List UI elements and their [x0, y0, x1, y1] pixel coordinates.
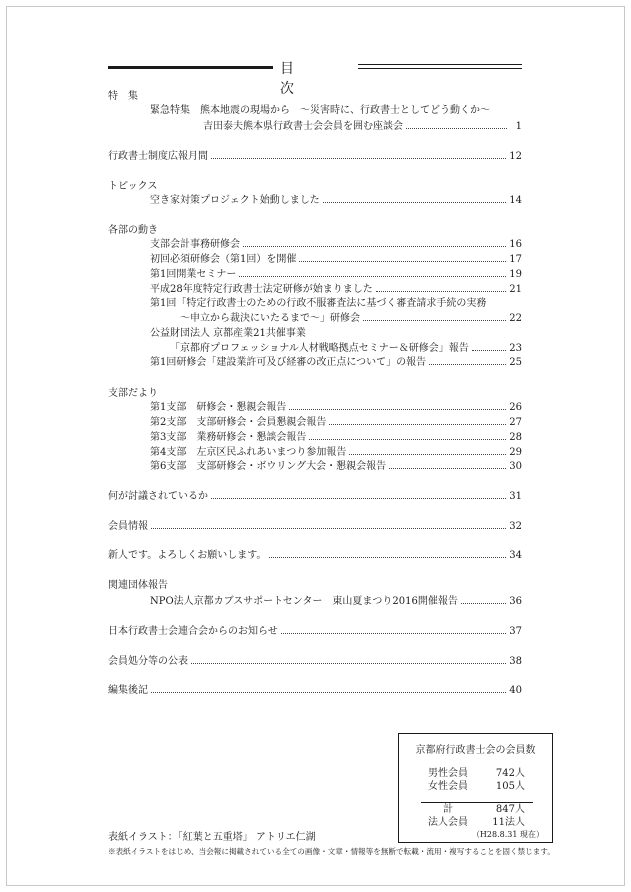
toc-entry-s4[interactable] — [150, 446, 522, 459]
leader-dots — [299, 260, 506, 262]
toc-entry-akiya[interactable] — [150, 194, 522, 207]
page-number: 23 — [509, 343, 522, 354]
page-number: 26 — [509, 402, 522, 413]
entry-label: 日本行政書士会連合会からのお知らせ — [108, 626, 278, 637]
total-value: 847人 — [495, 804, 525, 815]
header-rule-right-2 — [358, 68, 522, 69]
entry-label: 会員情報 — [108, 521, 148, 532]
toc-entry-s1[interactable] — [150, 401, 522, 414]
entry-label: 何が討議されているか — [108, 491, 208, 502]
page-number: 1 — [515, 121, 522, 132]
toc-entry-s2[interactable] — [150, 416, 522, 429]
section-kakubu: 各部の動き — [108, 225, 158, 236]
leader-dots — [289, 408, 506, 410]
leader-dots — [151, 527, 506, 529]
leader-dots — [239, 275, 506, 277]
entry-label: 「京都府プロフェッショナル人材戦略拠点セミナー＆研修会」報告 — [170, 343, 469, 354]
section-kanren: 関連団体報告 — [108, 580, 168, 591]
page-number: 28 — [509, 432, 522, 443]
leader-dots — [309, 438, 506, 440]
entry-label: 第2支部 支部研修会・会員懇親会報告 — [150, 417, 327, 428]
entry-label: 第4支部 左京区民ふれあいまつり参加報告 — [150, 447, 347, 458]
leader-dots — [211, 497, 506, 499]
page-number: 19 — [509, 269, 522, 280]
leader-dots — [323, 201, 506, 203]
member-count-box — [398, 733, 553, 843]
entry-label: 支部会計事務研修会 — [150, 239, 240, 250]
entry-label: 第1回研修会「建設業許可及び経審の改正点について」の報告 — [150, 357, 427, 368]
corp-member-label: 法人会員 — [428, 817, 468, 828]
header-rule-right — [358, 64, 522, 65]
header-rule-left — [108, 66, 273, 69]
cover-credit: 表紙イラスト：「紅葉と五重塔」 アトリエ仁湖 — [108, 832, 316, 843]
toc-entry-k1[interactable] — [150, 238, 522, 251]
entry-label: 会員処分等の公表 — [108, 656, 188, 667]
toc-entry-k6-line1[interactable]: 公益財団法人 京都産業21共催事業 — [150, 328, 306, 339]
entry-label: 第1回開業セミナー — [150, 269, 237, 280]
leader-dots — [389, 467, 506, 469]
page-number: 32 — [509, 521, 522, 532]
female-member-value: 105人 — [495, 781, 525, 792]
leader-dots — [243, 245, 506, 247]
toc-entry-shobun[interactable] — [108, 655, 522, 668]
page-number: 14 — [509, 195, 522, 206]
page-number: 21 — [509, 284, 522, 295]
leader-dots — [211, 157, 506, 159]
entry-label: 初回必須研修会（第1回）を開催 — [150, 254, 297, 265]
toc-entry-k5[interactable] — [180, 312, 522, 325]
toc-entry-kaiin[interactable] — [108, 520, 522, 533]
page-number: 17 — [509, 254, 522, 265]
entry-label: 第3支部 業務研修会・懇談会報告 — [150, 432, 307, 443]
total-label: 計 — [443, 804, 453, 815]
entry-label: 吉田泰夫熊本県行政書士会会員を囲む座談会 — [203, 121, 403, 132]
leader-dots — [151, 691, 506, 693]
toc-entry-k2[interactable] — [150, 253, 522, 266]
leader-dots — [329, 423, 506, 425]
page-number: 27 — [509, 417, 522, 428]
leader-dots — [349, 453, 506, 455]
toc-entry-s3[interactable] — [150, 431, 522, 444]
section-shibu: 支部だより — [108, 388, 158, 399]
toc-entry-npo[interactable] — [150, 595, 522, 608]
page-title: 目次 — [280, 61, 322, 97]
leader-dots — [461, 602, 506, 604]
toc-entry-k7[interactable] — [150, 356, 522, 369]
leader-dots — [429, 363, 506, 365]
male-member-label: 男性会員 — [428, 768, 468, 779]
leader-dots — [281, 632, 507, 634]
toc-entry-henshu[interactable] — [108, 684, 522, 697]
page-number: 22 — [509, 313, 522, 324]
entry-label: 平成28年度特定行政書士法定研修が始まりました — [150, 284, 373, 295]
page-number: 12 — [509, 151, 522, 162]
toc-entry-koho[interactable] — [108, 150, 522, 163]
page-number: 40 — [509, 685, 522, 696]
male-member-value: 742人 — [495, 768, 525, 779]
toc-entry-k4[interactable] — [150, 283, 522, 296]
entry-label: 第6支部 支部研修会・ボウリング大会・懇親会報告 — [150, 461, 387, 472]
toc-entry-k6[interactable] — [170, 342, 522, 355]
page-number: 37 — [509, 626, 522, 637]
entry-label: NPO法人京都カブスサポートセンター 東山夏まつり2016開催報告 — [150, 596, 458, 607]
page-number: 36 — [509, 596, 522, 607]
page-number: 29 — [509, 447, 522, 458]
entry-label: ～申立から裁決にいたるまで～」研修会 — [180, 313, 360, 324]
entry-label: 編集後記 — [108, 685, 148, 696]
copyright-notice: ※表紙イラストをはじめ、当会報に掲載されている全ての画像・文章・情報等を無断で転載・流用・複写することを固く禁じます。 — [108, 847, 555, 856]
toc-entry-k5-line1[interactable]: 第1回「特定行政書士のための行政不服審査法に基づく審査請求手続の実務 — [150, 298, 487, 309]
entry-label: 新人です。よろしくお願いします。 — [108, 550, 267, 561]
entry-label: 行政書士制度広報月間 — [108, 151, 208, 162]
leader-dots — [363, 319, 506, 321]
toc-entry-nichigyo[interactable] — [108, 625, 522, 638]
section-topics: トピックス — [108, 181, 158, 192]
leader-dots — [406, 127, 507, 129]
leader-dots — [376, 290, 507, 292]
corp-member-value: 11法人 — [492, 817, 525, 828]
page-number: 31 — [509, 491, 522, 502]
entry-label: 第1支部 研修会・懇親会報告 — [150, 402, 287, 413]
toc-entry-k3[interactable] — [150, 268, 522, 281]
feature-title[interactable]: 緊急特集 熊本地震の現場から ～災害時に、行政書士としてどう動くか～ — [150, 105, 490, 116]
page-number: 30 — [509, 461, 522, 472]
toc-entry-s5[interactable] — [150, 460, 522, 473]
as-of-date: （H28.8.31 現在） — [471, 830, 544, 839]
leader-dots — [472, 349, 506, 351]
page-number: 25 — [509, 357, 522, 368]
member-count-title: 京都府行政書士会の会員数 — [415, 745, 536, 756]
toc-entry-shinjin[interactable] — [108, 549, 522, 562]
section-tokushu: 特 集 — [108, 91, 138, 102]
entry-label: 空き家対策プロジェクト始動しました — [150, 195, 320, 206]
page-number: 38 — [509, 656, 522, 667]
toc-entry-feature[interactable] — [203, 120, 522, 133]
leader-dots — [191, 662, 506, 664]
leader-dots — [269, 556, 506, 558]
toc-entry-giron[interactable] — [108, 490, 522, 503]
page-number: 34 — [509, 550, 522, 561]
page-number: 16 — [509, 239, 522, 250]
female-member-label: 女性会員 — [428, 781, 468, 792]
